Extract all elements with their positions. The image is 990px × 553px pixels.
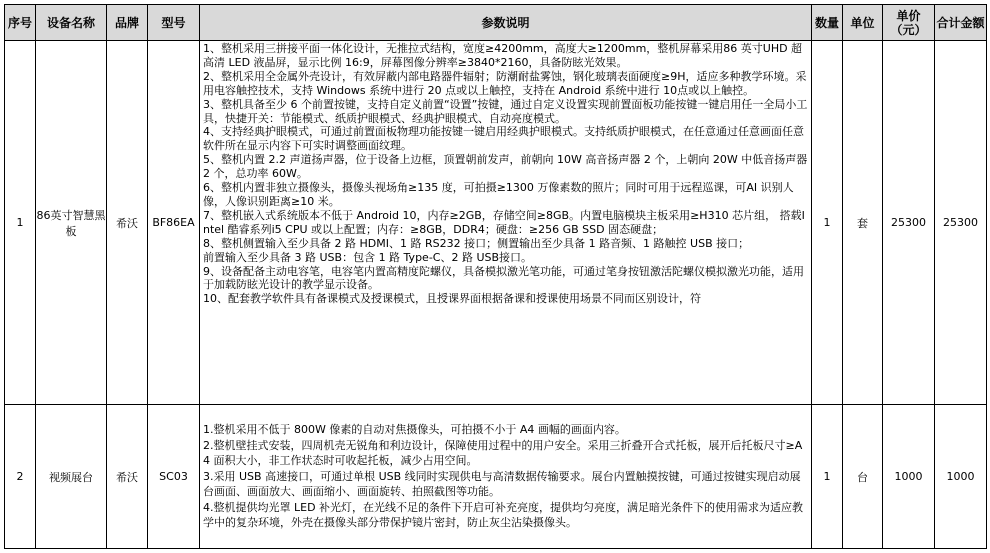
param-line: 10、配套教学软件具有备课模式及授课模式，且授课界面根据备课和授课使用场景不同而区别设计，符 xyxy=(203,292,701,306)
cell-model: BF86EA xyxy=(148,41,200,405)
header-unit: 单位 xyxy=(843,5,883,41)
param-line: 6、整机内置非独立摄像头，摄像头视场角≥135 度，可拍摄≥1300 万像素数的照片；同时可用于远程巡课，可AI 识别人像，人像识别距离≥10 米。 xyxy=(203,181,794,208)
param-line: 3、整机具备至少 6 个前置按键，支持自定义前置“设置”按键，通过自定义设置实现前置面板功能按键一键启用任一全局小工具，快捷开关：节能模式、纸质护眼模式、经典护眼模式、自动亮度模式。 xyxy=(203,97,808,125)
param-line: 8、整机侧置输入至少具备 2 路 HDMI、1 路 RS232 接口；侧置输出至少具备 1 路音频、1 路触控 USB 接口； xyxy=(203,236,750,250)
cell-qty: 1 xyxy=(812,405,843,549)
table-row xyxy=(5,405,987,549)
param-line: 2.整机壁挂式安装，四周机壳无锐角和利边设计，保障使用过程中的用户安全。采用三折叠开合式托板，展开后托板尺寸≥A4 面积大小，非工作状态时可收起托板，减少占用空间。 xyxy=(203,438,803,468)
param-line: 4、支持经典护眼模式，可通过前置面板物理功能按键一键启用经典护眼模式。支持纸质护眼模式，在任意通过任意画面任意软件所在显示内容下可实时调整画面纹理。 xyxy=(203,125,804,153)
header-name: 设备名称 xyxy=(36,5,107,41)
header-model: 型号 xyxy=(148,5,200,41)
cell-total: 1000 xyxy=(935,405,987,549)
header-price: 单价（元） xyxy=(883,5,935,41)
cell-qty: 1 xyxy=(812,41,843,405)
cell-params xyxy=(200,41,812,405)
cell-brand: 希沃 xyxy=(107,405,148,549)
cell-name: 视频展台 xyxy=(36,405,107,549)
param-line: 7、整机嵌入式系统版本不低于 Android 10，内存≥2GB，存储空间≥8GB。内置电脑模块主板采用≥H310 芯片组， 搭载Intel 酷睿系列i5 CPU 或以上配置；内存：≥8GB，DDR4；硬盘：≥256 GB SSD 固态硬盘； xyxy=(203,208,805,236)
header-qty: 数量 xyxy=(812,5,843,41)
param-line: 9、设备配备主动电容笔，电容笔内置高精度陀螺仪，具备模拟激光笔功能，可通过笔身按钮激活陀螺仪模拟激光功能，适用于加载防眩光设计的教学显示设备。 xyxy=(203,264,804,292)
param-line: 5、整机内置 2.2 声道扬声器，位于设备上边框，顶置朝前发声，前朝向 10W 高音扬声器 2 个，上朝向 20W 中低音扬声器 2 个，总功率 60W。 xyxy=(203,153,808,181)
cell-no: 1 xyxy=(5,41,36,405)
header-params: 参数说明 xyxy=(200,5,812,41)
cell-no: 2 xyxy=(5,405,36,549)
cell-params xyxy=(200,405,812,549)
table-row xyxy=(5,41,987,405)
header-no: 序号 xyxy=(5,5,36,41)
cell-name: 86英寸智慧黑板 xyxy=(36,41,107,405)
cell-total: 25300 xyxy=(935,41,987,405)
cell-price: 25300 xyxy=(883,41,935,405)
header-brand: 品牌 xyxy=(107,5,148,41)
param-line: 3.采用 USB 高速接口，可通过单根 USB 线同时实现供电与高清数据传输要求。展台内置触摸按键，可通过按键实现启动展台画面、画面放大、画面缩小、画面旋转、拍照截图等功能。 xyxy=(203,469,801,499)
cell-price: 1000 xyxy=(883,405,935,549)
cell-model: SC03 xyxy=(148,405,200,549)
header-total: 合计金额 xyxy=(935,5,987,41)
param-line: 4.整机提供均光罩 LED 补光灯，在光线不足的条件下开启可补充亮度，提供均匀亮度，满足暗光条件下的使用需求为适应教学中的复杂环境，外壳在摄像头部分带保护镜片密封，防止灰尘沾染摄像头。 xyxy=(203,500,804,530)
param-line: 2、整机采用全金属外壳设计，有效屏蔽内部电路器件辐射；防潮耐盐雾蚀，钢化玻璃表面硬度≥9H，适应多种教学环境。采用电容触控技术，支持 Windows 系统中进行 20 点或以上触控，支持在 Android 系统中进行 10点或以上触控。 xyxy=(203,69,807,97)
equipment-table xyxy=(4,4,987,549)
cell-brand: 希沃 xyxy=(107,41,148,405)
param-line: 前置输入至少具备 3 路 USB：包含 1 路 Type-C、2 路 USB接口。 xyxy=(203,250,533,264)
cell-unit: 套 xyxy=(843,41,883,405)
param-line: 1、整机采用三拼接平面一体化设计，无推拉式结构，宽度≥4200mm，高度大≥1200mm，整机屏幕采用86 英寸UHD 超高清 LED 液晶屏，显示比例 16:9，屏幕图像分辨率≥3840*2160，具备防眩光效果。 xyxy=(203,42,803,69)
cell-unit: 台 xyxy=(843,405,883,549)
header-row xyxy=(5,5,987,41)
param-line: 1.整机采用不低于 800W 像素的自动对焦摄像头，可拍摄不小于 A4 画幅的画面内容。 xyxy=(203,422,626,436)
